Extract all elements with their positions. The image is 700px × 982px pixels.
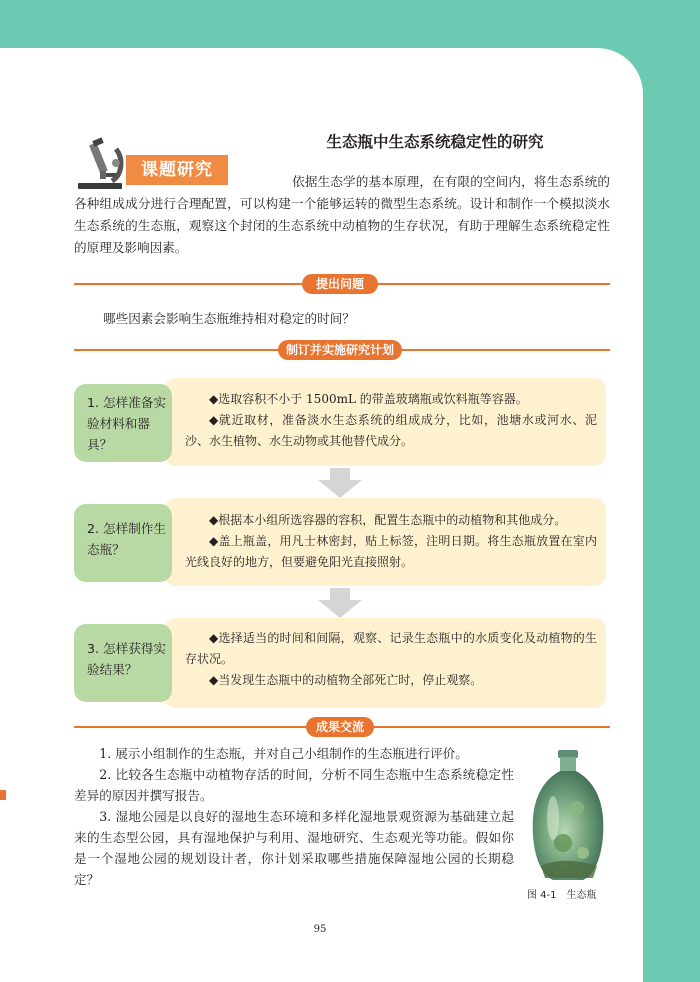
step-2-item-2: ◆盖上瓶盖，用凡士林密封，贴上标签，注明日期。将生态瓶放置在室内光线良好的地方，但要避免阳光直接照射。 (185, 534, 597, 569)
page-number: 95 (313, 924, 327, 935)
figure-caption: 图 4-1 生态瓶 (527, 890, 597, 901)
badge-label: 课题研究 (126, 155, 228, 185)
results-list (74, 743, 514, 890)
textbook-page (0, 48, 643, 982)
result-item-3: 3. 湿地公园是以良好的湿地生态环境和多样化湿地景观资源为基础建立起来的生态型公园，具有湿地保护与利用、湿地研究、生态观光等功能。假如你是一个湿地公园的规划设计者，你计划采取哪些措施保障湿地公园的长期稳定？ (74, 809, 514, 887)
down-arrow-icon (318, 468, 362, 498)
side-marker (0, 790, 6, 800)
step-2-item-1: ◆根据本小组所选容器的容积，配置生态瓶中的动植物和其他成分。 (209, 513, 567, 527)
step-1-item-2: ◆就近取材，准备淡水生态系统的组成成分，比如，池塘水或河水、泥沙、水生植物、水生动物或其他替代成分。 (185, 413, 597, 448)
step-3-label: 3. 怎样获得实验结果？ (74, 624, 172, 702)
down-arrow-icon (318, 588, 362, 618)
step-3-text (185, 628, 597, 691)
result-item-2: 2. 比较各生态瓶中动植物存活的时间，分析不同生态瓶中生态系统稳定性差异的原因并撰写报告。 (74, 767, 514, 803)
step-1-text (185, 389, 597, 452)
result-item-1: 1. 展示小组制作的生态瓶，并对自己小组制作的生态瓶进行评价。 (99, 746, 468, 761)
step-2-text (185, 510, 597, 573)
ecological-bottle-image (527, 748, 607, 884)
intro-text: 依据生态学的基本原理，在有限的空间内，将生态系统的各种组成成分进行合理配置，可以构建一个能够运转的微型生态系统。设计和制作一个模拟淡水生态系统的生态瓶，观察这个封闭的生态系统中动植物的生存状况，有助于理解生态系统稳定性的原理及影响因素。 (74, 174, 610, 255)
step-1-label: 1. 怎样准备实验材料和器具？ (74, 384, 172, 462)
research-question: 哪些因素会影响生态瓶维持相对稳定的时间？ (103, 311, 355, 326)
step-1-item-1: ◆选取容积不小于 1500mL 的带盖玻璃瓶或饮料瓶等容器。 (209, 392, 528, 406)
intro-paragraph (74, 171, 610, 259)
section-header-results: 成果交流 (306, 717, 374, 737)
step-2-label: 2. 怎样制作生态瓶？ (74, 504, 172, 582)
step-3-item-2: ◆当发现生态瓶中的动植物全部死亡时，停止观察。 (209, 673, 483, 687)
section-header-plan: 制订并实施研究计划 (278, 340, 402, 360)
section-header-question: 提出问题 (302, 274, 378, 294)
step-3-item-1: ◆选择适当的时间和间隔，观察、记录生态瓶中的水质变化及动植物的生存状况。 (185, 631, 597, 666)
page-title: 生态瓶中生态系统稳定性的研究 (326, 133, 544, 151)
